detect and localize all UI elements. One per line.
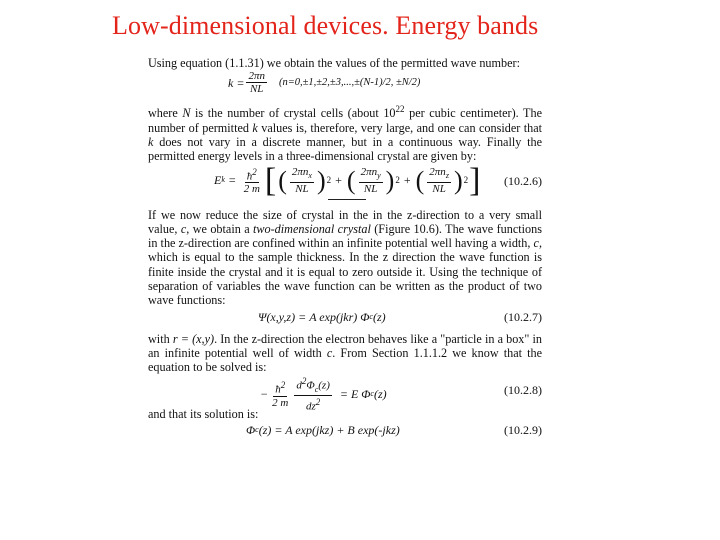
equation-wave-function: Ψ(x,y,z) = A exp(jkr) Φ c (z) (10.2.7) <box>258 309 542 324</box>
document-scan <box>148 56 542 441</box>
eq-k-range: (n=0,±1,±2,±3,...,±(N-1)/2, ±N/2) <box>278 76 421 88</box>
eq-e-hbar-sup: 2 <box>252 166 257 177</box>
p2-text-e: does not vary in a discrete manner, but in a continuous way. Finally the permitted energy levels in a three-dimensional crystal are given by: <box>148 134 542 164</box>
eq-sol-number: (10.2.9) <box>504 422 542 437</box>
eq-schr-derivative: $\frac{d^2\Phi_c(z)}{dz^2}$ <box>296 375 330 414</box>
eq-e-term-x: $\frac{2\pi n_x}{NL}$ <box>291 165 312 196</box>
equation-energy-3d: E k = $\frac{ħ^2}{2 m}$ [ ( $\frac{2\pi n_x}{NL}$ ) 2 + ( $\frac{2\pi n_y}{NL}$ ) 2 + ( $\frac{2\pi n_z}{NL}$ ) 2 ] (10.2.6) <box>214 161 542 199</box>
eq-psi-body: Ψ(x,y,z) = A exp(jkr) Φ <box>258 309 370 324</box>
eq-schr-number: (10.2.8) <box>504 382 542 397</box>
eq-k-fraction <box>246 70 267 95</box>
paragraph-two-dimensional: If we now reduce the size of crystal in the in the z-direction to a very small value, c, we obtain a two-dimensional crystal (Figure 10.6). The wave functions in the z-direction are confined within an infinite potential well having a width, c, which is equal to the sample thickness. In the z direction the wave function is finite inside the crystal and it is equal to zero outside it. Using the technique of separation of variables the wave function can be written as the product of two wave functions: <box>148 207 542 308</box>
term-two-dimensional-crystal: two-dimensional crystal <box>253 221 371 236</box>
eq-sol-body: (z) = A exp(jkz) + B exp(-jkz) <box>258 422 400 437</box>
p2-text-c: per cubic centimeter). The number of permitted <box>148 106 542 135</box>
p2-k1: k <box>252 120 258 135</box>
p2-text-a: where <box>148 106 183 121</box>
eq-e-term-z: $\frac{2\pi n_z}{NL}$ <box>429 165 449 196</box>
p2-k2: k <box>148 134 154 149</box>
p2-text-b: is the number of crystal cells (about 10 <box>190 106 396 121</box>
eq-e-prefactor <box>242 166 262 196</box>
equation-schrodinger: − $\frac{ħ^2}{2 m}$ $\frac{d^2\Phi_c(z)}{dz^2}$ = E Φ c (z) (10.2.8) <box>260 375 542 414</box>
eq-psi-number: (10.2.7) <box>504 309 542 324</box>
p2-exponent: 22 <box>395 104 405 115</box>
paragraph-solution-intro: and that its solution is: <box>148 406 259 421</box>
equation-solution: Φ c (z) = A exp(jkz) + B exp(-jkz) (10.2.9) <box>246 422 542 437</box>
short-rule <box>148 198 542 208</box>
eq-e-hbar: ħ <box>246 170 253 183</box>
eq-e-prefactor-den: 2 m <box>243 183 260 196</box>
eq-e-lhs: E <box>214 173 222 188</box>
eq-k-lhs: k = <box>228 75 245 90</box>
equation-wave-number <box>148 70 542 98</box>
eq-schr-prefactor: $\frac{ħ^2}{2 m}$ <box>272 379 289 409</box>
eq-k-numerator: 2πn <box>248 70 265 83</box>
paragraph-wave-number: Using equation (1.1.31) we obtain the values of the permitted wave number: <box>148 56 520 70</box>
eq-e-lhs-sub: k <box>221 175 225 185</box>
eq-e-equals: = <box>228 173 236 188</box>
eq-e-term-y: $\frac{2\pi n_y}{NL}$ <box>360 165 381 196</box>
paragraph-energy-levels <box>148 102 542 163</box>
p2-text-d: values is, therefore, very large, and one can consider that <box>257 120 542 135</box>
eq-schr-rhs: = E Φ <box>339 386 371 401</box>
eq-k-denominator: NL <box>249 83 264 96</box>
p2-N: N <box>182 106 191 121</box>
eq-e-number: (10.2.6) <box>504 173 542 188</box>
slide-title: Low-dimensional devices. Energy bands <box>112 11 539 40</box>
eq-schr-minus: − <box>260 386 269 401</box>
paragraph-particle-in-box: with r = (x,y). In the z-direction the electron behaves like a "particle in a box" in an infinite potential well of width c. From Section 1.1.1.2 we know that the equation to be solved is: <box>148 331 543 375</box>
